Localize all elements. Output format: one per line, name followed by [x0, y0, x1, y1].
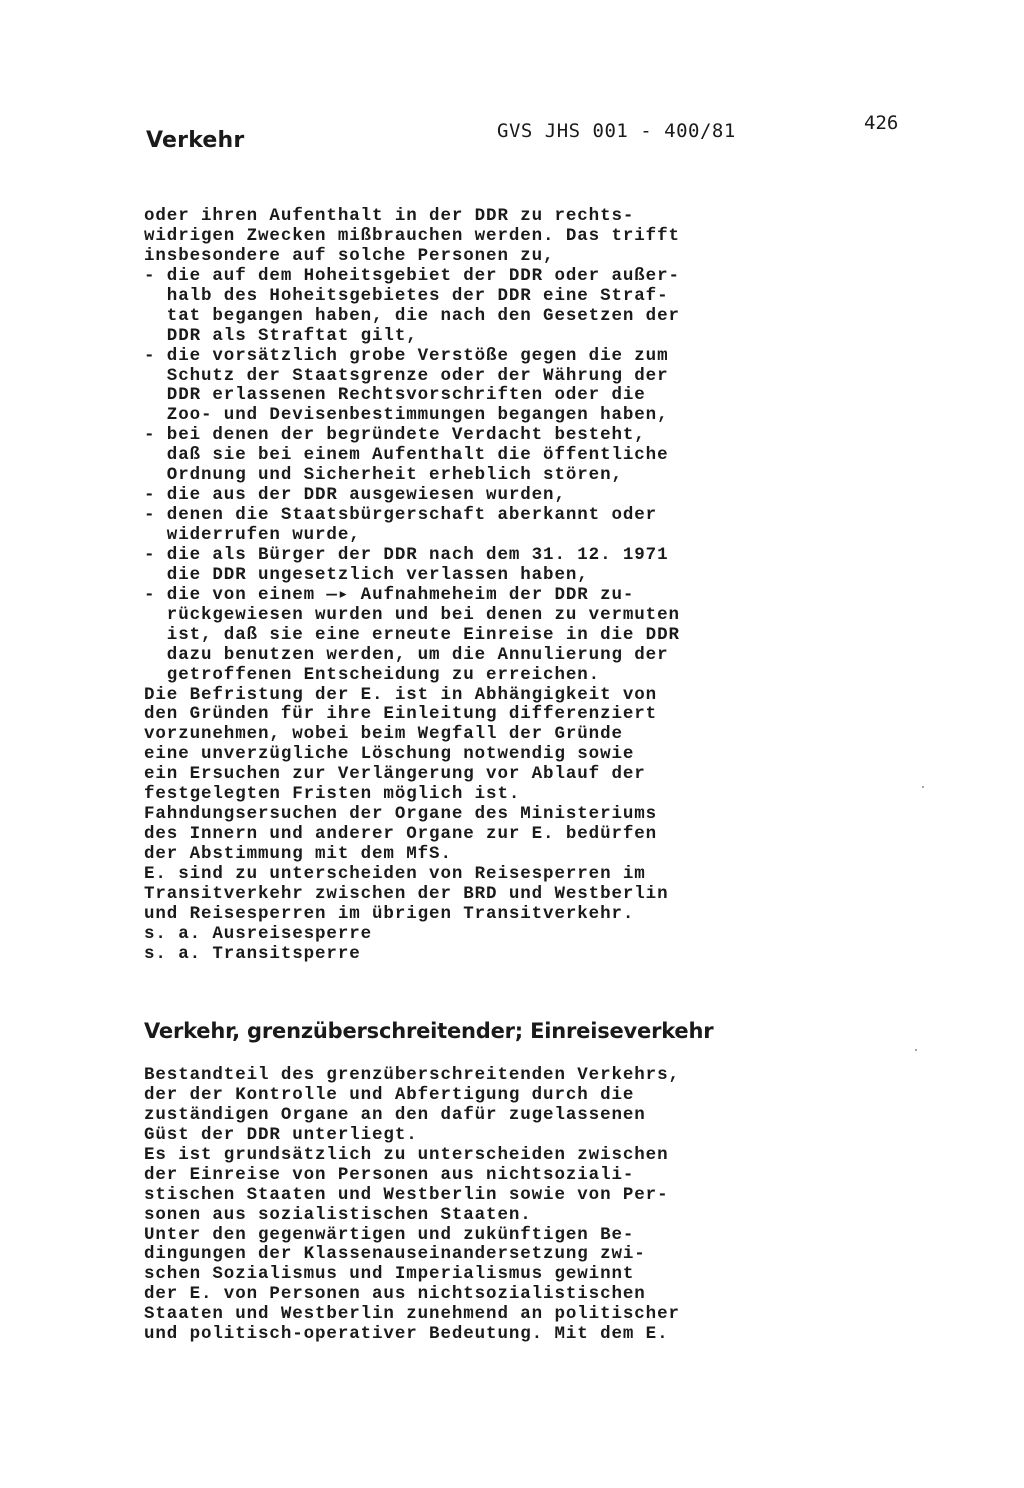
text-line: die DDR ungesetzlich verlassen haben,	[144, 564, 589, 585]
entry-continuation-text	[144, 207, 680, 965]
text-line: widerrufen wurde,	[144, 525, 361, 545]
text-line: Unter den gegenwärtigen und zukünftigen Be-	[144, 1224, 635, 1245]
text-line: sonen aus sozialistischen Staaten.	[144, 1204, 532, 1225]
text-line: und Reisesperren im übrigen Transitverkehr.	[144, 903, 635, 924]
text-line: DDR erlassenen Rechtsvorschriften oder die	[144, 385, 646, 406]
text-line: festgelegten Fristen möglich ist.	[144, 784, 521, 805]
text-line: Fahndungsersuchen der Organe des Ministeriums	[144, 804, 658, 825]
text-line: Schutz der Staatsgrenze oder der Währung der	[144, 365, 669, 386]
text-line: dazu benutzen werden, um die Annulierung der	[144, 644, 669, 665]
text-line: - denen die Staatsbürgerschaft aberkannt oder	[144, 505, 658, 526]
text-line: der Einreise von Personen aus nichtsoziali-	[144, 1164, 635, 1185]
text-line: tat begangen haben, die nach den Gesetzen der	[144, 305, 680, 326]
text-line: Die Befristung der E. ist in Abhängigkeit von	[144, 684, 658, 705]
text-line: s. a. Transitsperre	[144, 943, 361, 964]
text-line: schen Sozialismus und Imperialismus gewinnt	[144, 1264, 635, 1285]
text-line: Bestandteil des grenzüberschreitenden Verkehrs,	[144, 1065, 680, 1085]
text-line: Es ist grundsätzlich zu unterscheiden zwischen	[144, 1144, 669, 1165]
text-line: DDR als Straftat gilt,	[144, 325, 418, 346]
text-line: halb des Hoheitsgebietes der DDR eine Straf-	[144, 285, 669, 306]
text-line: Staaten und Westberlin zunehmend an politischer	[144, 1304, 680, 1325]
text-line: s. a. Ausreisesperre	[144, 923, 373, 944]
section-heading: Verkehr, grenzüberschreitender; Einreiseverkehr	[144, 1019, 714, 1043]
text-line: dingungen der Klassenauseinandersetzung zwi-	[144, 1244, 646, 1265]
text-line: - die aus der DDR ausgewiesen wurden,	[144, 485, 566, 506]
text-line: E. sind zu unterscheiden von Reisesperren im	[144, 863, 646, 884]
text-line: - die auf dem Hoheitsgebiet der DDR oder außer-	[144, 265, 680, 286]
text-line: der Abstimmung mit dem MfS.	[144, 844, 452, 864]
header-keyword: Verkehr	[146, 128, 245, 153]
paper-speck	[915, 1049, 917, 1051]
text-line: Transitverkehr zwischen der BRD und Westberlin	[144, 883, 669, 904]
text-line: Ordnung und Sicherheit erheblich stören,	[144, 465, 623, 486]
text-line: widrigen Zwecken mißbrauchen werden. Das trifft	[144, 225, 680, 246]
text-line: Güst der DDR unterliegt.	[144, 1124, 418, 1145]
text-line: eine unverzügliche Löschung notwendig sowie	[144, 744, 635, 765]
text-line: - die vorsätzlich grobe Verstöße gegen die zum	[144, 345, 669, 366]
text-line: der der Kontrolle und Abfertigung durch die	[144, 1084, 635, 1105]
text-line: den Gründen für ihre Einleitung differenziert	[144, 704, 658, 725]
text-line: rückgewiesen wurden und bei denen zu vermuten	[144, 604, 680, 625]
text-line: oder ihren Aufenthalt in der DDR zu rechts-	[144, 206, 635, 226]
text-line: vorzunehmen, wobei beim Wegfall der Gründe	[144, 724, 623, 745]
text-line: stischen Staaten und Westberlin sowie von Per-	[144, 1184, 669, 1205]
document-reference: GVS JHS 001 - 400/81	[497, 120, 736, 142]
text-line: insbesondere auf solche Personen zu,	[144, 245, 555, 266]
text-line: der E. von Personen aus nichtsozialistischen	[144, 1284, 646, 1305]
text-line: des Innern und anderer Organe zur E. bedürfen	[144, 824, 658, 845]
text-line: und politisch-operativer Bedeutung. Mit dem E.	[144, 1324, 669, 1345]
page-number: 426	[864, 112, 899, 134]
text-line: - bei denen der begründete Verdacht besteht,	[144, 425, 646, 446]
text-line: zuständigen Organe an den dafür zugelassenen	[144, 1104, 646, 1125]
section-body-text	[144, 1066, 680, 1345]
text-line: ist, daß sie eine erneute Einreise in die DDR	[144, 624, 680, 645]
text-line: - die als Bürger der DDR nach dem 31. 12. 1971	[144, 544, 669, 565]
text-line: Zoo- und Devisenbestimmungen begangen haben,	[144, 405, 669, 426]
text-line: getroffenen Entscheidung zu erreichen.	[144, 664, 601, 685]
text-line: ein Ersuchen zur Verlängerung vor Ablauf der	[144, 764, 646, 785]
paper-speck	[922, 786, 924, 788]
text-line: daß sie bei einem Aufenthalt die öffentliche	[144, 445, 669, 466]
text-line: - die von einem —▸ Aufnahmeheim der DDR zu-	[144, 584, 635, 605]
